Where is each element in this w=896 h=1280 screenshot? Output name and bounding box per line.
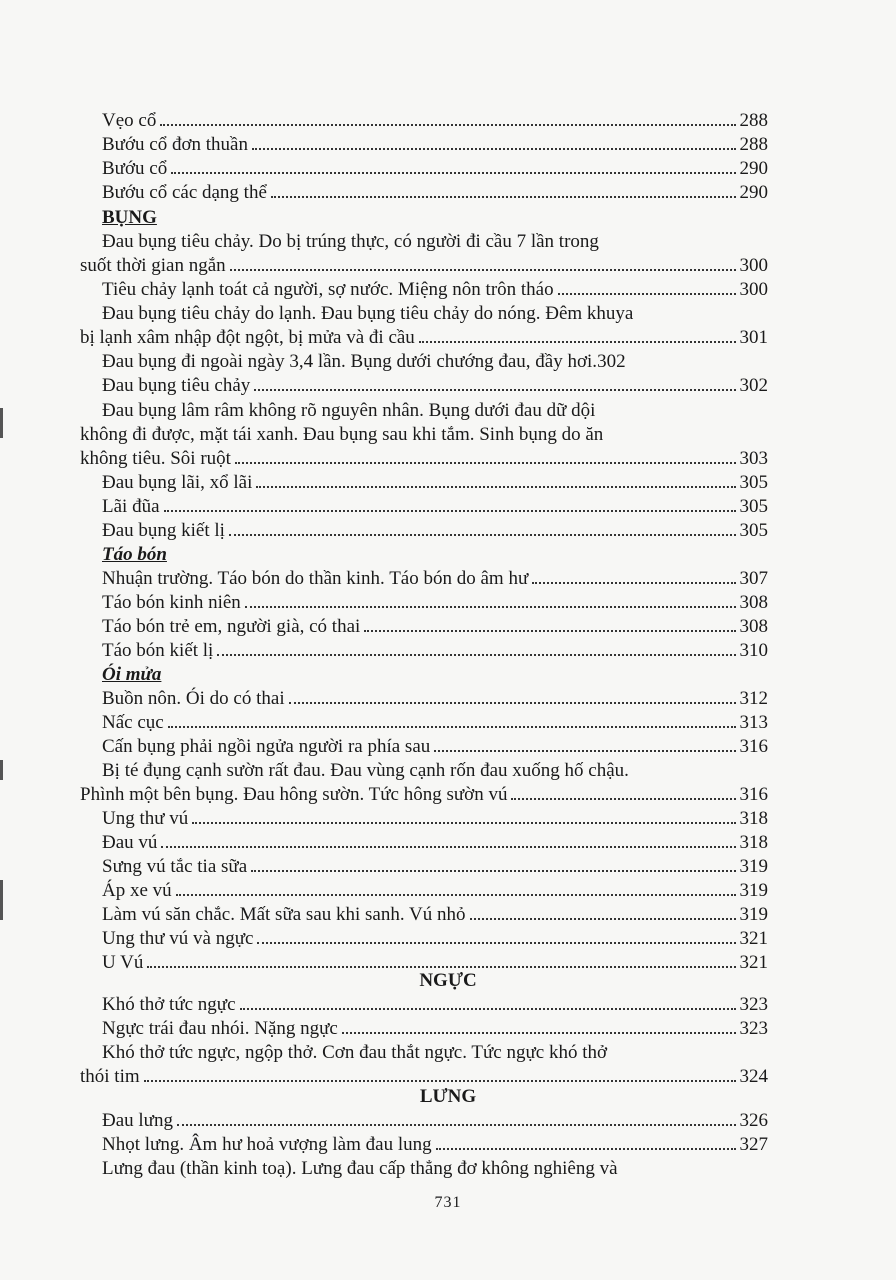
dot-leader xyxy=(176,893,736,896)
dot-leader xyxy=(271,195,736,198)
dot-leader xyxy=(256,485,735,488)
toc-entry: Ung thư vú và ngực 321 xyxy=(102,928,768,949)
dot-leader xyxy=(160,123,735,126)
toc-entry: U Vú 321 xyxy=(102,952,768,973)
dot-leader xyxy=(229,533,736,536)
toc-entry: Táo bón trẻ em, người già, có thai 308 xyxy=(102,616,768,637)
toc-entry: không tiêu. Sôi ruột 303 xyxy=(80,448,768,469)
dot-leader xyxy=(177,1123,736,1126)
dot-leader xyxy=(230,268,736,271)
toc-entry: Đau bụng tiêu chảy 302 xyxy=(102,375,768,396)
section-heading: BỤNG xyxy=(102,207,157,228)
dot-leader xyxy=(470,917,736,920)
dot-leader xyxy=(251,869,735,872)
dot-leader xyxy=(235,461,736,464)
section-heading: LƯNG xyxy=(419,1086,477,1107)
toc-entry: Khó thở tức ngực 323 xyxy=(102,994,768,1015)
toc-entry: Táo bón kiết lị 310 xyxy=(102,640,768,661)
toc-entry: Ngực trái đau nhói. Nặng ngực 323 xyxy=(102,1018,768,1039)
toc-entry: Nhuận trường. Táo bón do thần kinh. Táo bón do âm hư 307 xyxy=(102,568,768,589)
dot-leader xyxy=(342,1031,736,1034)
toc-entry: thói tim 324 xyxy=(80,1066,768,1087)
dot-leader xyxy=(419,340,736,343)
toc-entry: Đau bụng kiết lị 305 xyxy=(102,520,768,541)
dot-leader xyxy=(164,509,736,512)
dot-leader xyxy=(558,292,736,295)
dot-leader xyxy=(217,653,735,656)
dot-leader xyxy=(434,749,735,752)
toc-entry-text: Khó thở tức ngực, ngộp thở. Cơn đau thắt ngực. Tức ngực khó thở xyxy=(102,1042,608,1063)
toc-entry: Bướu cổ các dạng thể 290 xyxy=(102,182,768,203)
toc-entry-text: Đau bụng lâm râm không rõ nguyên nhân. Bụng dưới đau dữ dội xyxy=(102,400,596,421)
toc-entry: Bướu cổ đơn thuần 288 xyxy=(102,134,768,155)
toc-entry: Tiêu chảy lạnh toát cả người, sợ nước. Miệng nôn trôn tháo 300 xyxy=(102,279,768,300)
dot-leader xyxy=(147,965,735,968)
toc-entry: Đau vú 318 xyxy=(102,832,768,853)
scan-edge-mark xyxy=(0,760,3,780)
toc-entry: Sưng vú tắc tia sữa 319 xyxy=(102,856,768,877)
dot-leader xyxy=(532,581,735,584)
toc-entry: Ung thư vú 318 xyxy=(102,808,768,829)
toc-entry: Làm vú săn chắc. Mất sữa sau khi sanh. Vú nhỏ 319 xyxy=(102,904,768,925)
toc-entry: Đau bụng đi ngoài ngày 3,4 lần. Bụng dưới chướng đau, đầy hơi. 302 xyxy=(102,351,626,372)
toc-entry: Áp xe vú 319 xyxy=(102,880,768,901)
section-heading: NGỰC xyxy=(419,970,477,991)
toc-entry-text: Lưng đau (thần kinh toạ). Lưng đau cấp thẳng đơ không nghiêng và xyxy=(102,1158,618,1179)
toc-entry-text: Đau bụng tiêu chảy do lạnh. Đau bụng tiêu chảy do nóng. Đêm khuya xyxy=(102,303,634,324)
toc-entry: Táo bón kinh niên 308 xyxy=(102,592,768,613)
toc-entry: Phình một bên bụng. Đau hông sườn. Tức hông sườn vú 316 xyxy=(80,784,768,805)
dot-leader xyxy=(364,629,735,632)
scan-edge-mark xyxy=(0,880,3,920)
dot-leader xyxy=(257,941,735,944)
dot-leader xyxy=(254,388,735,391)
page-number: 731 xyxy=(434,1194,462,1211)
toc-entry: Đau lưng 326 xyxy=(102,1110,768,1131)
toc-entry: Vẹo cổ 288 xyxy=(102,110,768,131)
dot-leader xyxy=(245,605,736,608)
toc-entry-text: Đau bụng tiêu chảy. Do bị trúng thực, có người đi cầu 7 lần trong xyxy=(102,231,599,252)
toc-entry: Bướu cổ 290 xyxy=(102,158,768,179)
dot-leader xyxy=(436,1147,736,1150)
dot-leader xyxy=(192,821,735,824)
subsection-heading: Ói mửa xyxy=(102,664,162,685)
dot-leader xyxy=(161,845,735,848)
dot-leader xyxy=(511,797,735,800)
dot-leader xyxy=(252,147,736,150)
toc-entry: Nhọt lưng. Âm hư hoả vượng làm đau lung 327 xyxy=(102,1134,768,1155)
dot-leader xyxy=(171,171,735,174)
dot-leader xyxy=(168,725,736,728)
toc-entry: bị lạnh xâm nhập đột ngột, bị mửa và đi cầu 301 xyxy=(80,327,768,348)
toc-entry: Cấn bụng phải ngồi ngửa người ra phía sau 316 xyxy=(102,736,768,757)
dot-leader xyxy=(144,1079,736,1082)
toc-entry: Đau bụng lãi, xổ lãi 305 xyxy=(102,472,768,493)
dot-leader xyxy=(289,701,736,704)
toc-entry-text: Bị té đụng cạnh sườn rất đau. Đau vùng cạnh rốn đau xuống hố chậu. xyxy=(102,760,629,781)
toc-entry: Lãi đũa 305 xyxy=(102,496,768,517)
toc-entry-text: không đi được, mặt tái xanh. Đau bụng sau khi tắm. Sinh bụng do ăn xyxy=(80,424,604,445)
dot-leader xyxy=(240,1007,736,1010)
subsection-heading: Táo bón xyxy=(102,544,167,565)
toc-entry: suốt thời gian ngắn 300 xyxy=(80,255,768,276)
toc-entry: Nấc cục 313 xyxy=(102,712,768,733)
toc-entry: Buồn nôn. Ói do có thai 312 xyxy=(102,688,768,709)
scan-edge-mark xyxy=(0,408,3,438)
